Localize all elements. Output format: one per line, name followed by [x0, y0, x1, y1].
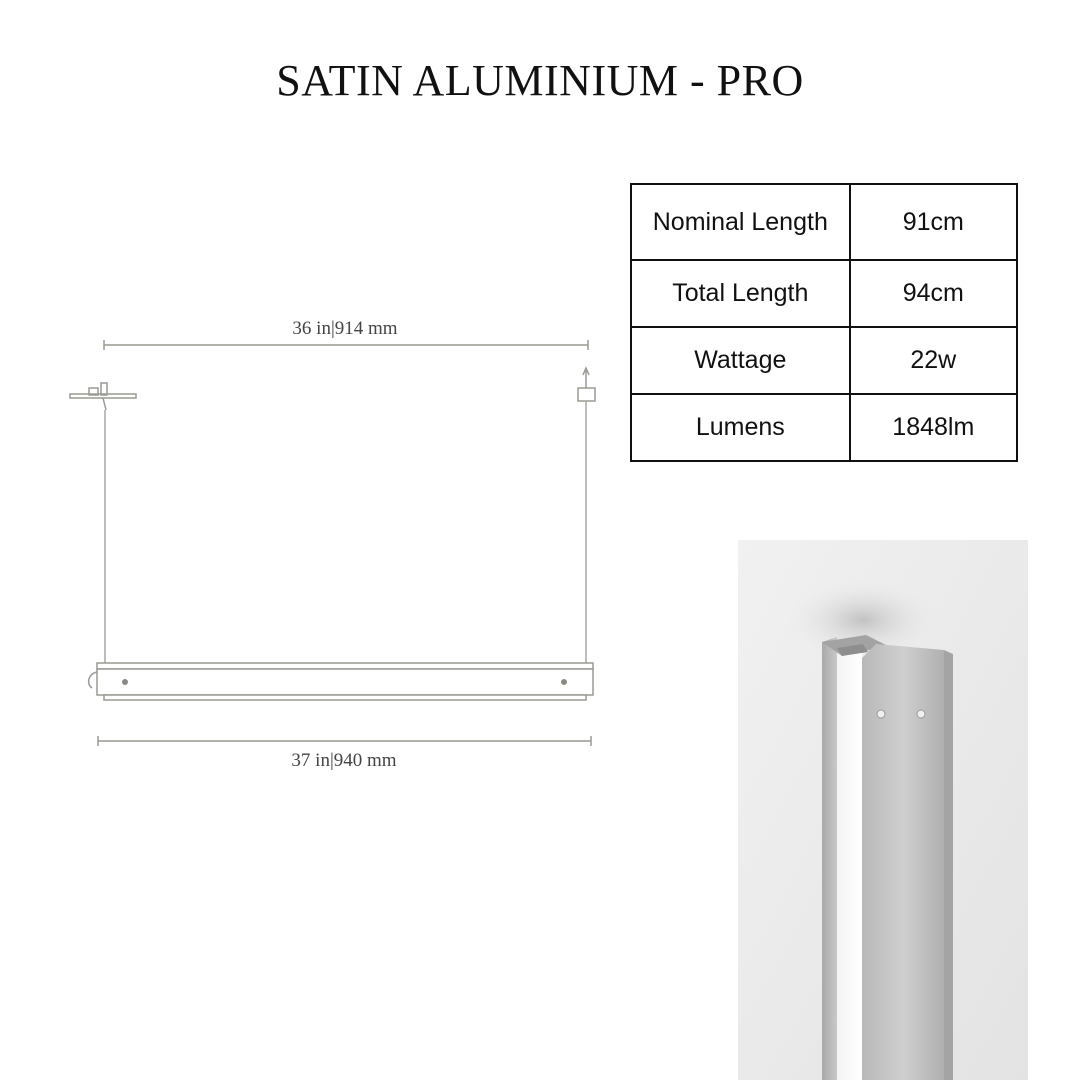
spec-value: 22w [850, 327, 1017, 394]
spec-row-nominal-length [631, 184, 1017, 260]
bottom-dimension-line [98, 736, 591, 746]
product-photo [738, 540, 1028, 1080]
mounting-hole-right [917, 710, 925, 718]
mounting-hole-left [877, 710, 885, 718]
specifications-table [630, 183, 1018, 462]
spec-row-total-length [631, 260, 1017, 327]
spec-label: Wattage [631, 327, 850, 394]
spec-value: 91cm [850, 184, 1017, 260]
spec-label: Lumens [631, 394, 850, 461]
bottom-dimension-label: 37 in|940 mm [291, 750, 397, 771]
spec-label: Total Length [631, 260, 850, 327]
technical-drawing [0, 0, 700, 800]
spec-row-lumens [631, 394, 1017, 461]
spec-label: Nominal Length [631, 184, 850, 260]
spec-value: 94cm [850, 260, 1017, 327]
top-dimension-label: 36 in|914 mm [292, 318, 398, 339]
profile-front-face [862, 644, 944, 1080]
light-fixture [89, 663, 593, 700]
spec-value: 1848lm [850, 394, 1017, 461]
left-ceiling-mount [70, 383, 136, 410]
profile-left-side [822, 637, 837, 1080]
profile-diffuser [837, 650, 862, 1080]
page-title: SATIN ALUMINIUM - PRO [276, 56, 804, 105]
top-dimension-line [104, 340, 588, 350]
right-ceiling-mount [578, 368, 595, 401]
suspension-cables [105, 401, 586, 663]
spec-row-wattage [631, 327, 1017, 394]
profile-right-edge [944, 650, 953, 1080]
